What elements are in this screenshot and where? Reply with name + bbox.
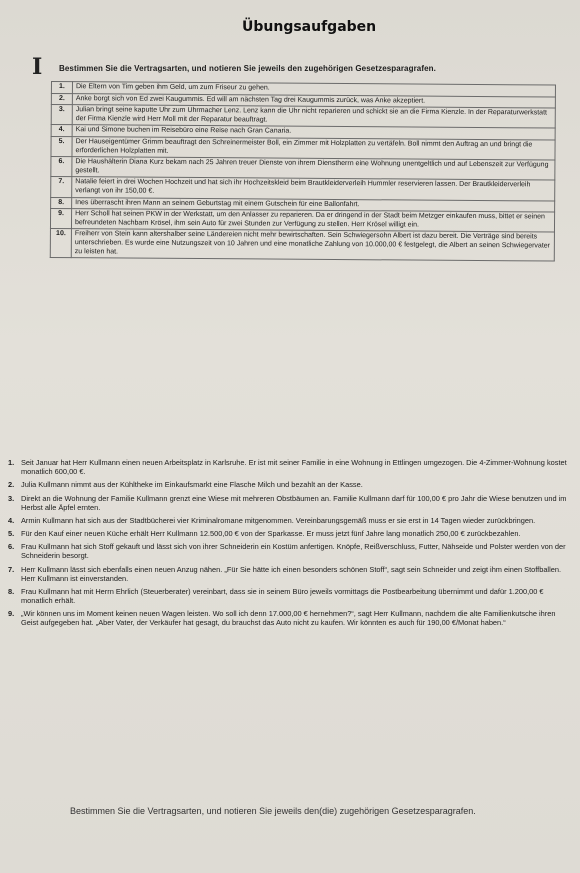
list-number: 4. xyxy=(8,515,15,525)
list-text: Direkt an die Wohnung der Familie Kullmann grenzt eine Wiese mit mehreren Obstbäumen an. Familie Kullmann darf für 100,00 € pro Jahr die Wiese benutzen und im Herbst alle Äpfel ernten. xyxy=(21,493,567,512)
task-text: Herr Scholl hat seinen PKW in der Werkstatt, um den Anlasser zu reparieren. Da er dringend in der Stadt beim Metzger einkaufen muss, bittet er seinen befreundeten Nachbarn Krösel, ihm sein Auto für zwei Stunden zur Verfügung zu stellen. Herr Krösel willigt ein. xyxy=(71,209,554,233)
list-item xyxy=(8,494,568,512)
task-number: 6. xyxy=(51,157,72,177)
list-item xyxy=(8,458,568,476)
list-text: Julia Kullmann nimmt aus der Kühltheke im Einkaufsmarkt eine Flasche Milch und bezahlt an der Kasse. xyxy=(21,480,363,490)
task-number: 9. xyxy=(50,209,71,229)
task-text: Die Haushälterin Diana Kurz bekam nach 25 Jahren treuer Dienste von ihrem Dienstherrn eine Wohnung unentgeltlich und auf Lebenszeit zur Verfügung gestellt. xyxy=(72,157,555,181)
task-number: 7. xyxy=(51,177,72,197)
section-mark: I xyxy=(32,54,43,80)
task-number: 5. xyxy=(51,136,72,156)
task-number: 8. xyxy=(51,197,72,209)
task-text: Freiherr von Stein kann altershalber seine Ländereien nicht mehr bewirtschaften. Sein Schwiegersohn Albert ist dazu bereit. Die Verträge sind bereits unterschrieben. Es wurde eine Nutzungszeit von 10 Jahren und eine monatliche Zahlung von 10.000,00 € festgelegt, die Albert an seinen Schwiegervater zu leisten hat. xyxy=(71,229,554,261)
task-text: Natalie feiert in drei Wochen Hochzeit und hat sich ihr Hochzeitskleid beim Brautkleiderverleih Hummler reservieren lassen. Der Brautkleiderverleih verlangt von ihr 150,00 €. xyxy=(72,177,555,201)
list-item xyxy=(8,587,568,605)
list-text: Armin Kullmann hat sich aus der Stadtbücherei vier Kriminalromane mitgenommen. Vereinbarungsgemäß muss er sie erst in 14 Tagen wieder zurückbringen. xyxy=(21,515,536,525)
list-number: 2. xyxy=(8,480,15,490)
list-item xyxy=(8,542,568,560)
task-text: Der Hauseigentümer Grimm beauftragt den Schreinermeister Boll, ein Zimmer mit Holzplatten zu vertäfeln. Boll nimmt den Auftrag an und bringt die erforderlichen Holzplatten mit. xyxy=(72,137,555,161)
list-text: Herr Kullmann lässt sich ebenfalls einen neuen Anzug nähen. „Für Sie hätte ich einen besonders schönen Stoff“, sagt sein Schneider und zeigt ihm einen Stoffballen. Herr Kullmann ist einverstanden. xyxy=(21,564,561,583)
task-text: Julian bringt seine kaputte Uhr zum Uhrmacher Lenz. Lenz kann die Uhr nicht reparieren und schickt sie an die Firma Kienzle. In der Reparaturwerkstatt der Firma Kienzle wird Herr Moll mit der Reparatur beauftragt. xyxy=(72,105,555,129)
task-intro: Bestimmen Sie die Vertragsarten, und notieren Sie jeweils den zugehörigen Gesetzesparagrafen. xyxy=(59,64,436,73)
list-item xyxy=(8,480,568,489)
task-number: 1. xyxy=(51,82,72,94)
list-item xyxy=(8,516,568,525)
task-number: 4. xyxy=(51,125,72,137)
list-number: 7. xyxy=(8,564,15,574)
list-text: Für den Kauf einer neuen Küche erhält Herr Kullmann 12.500,00 € von der Sparkasse. Er muss jetzt fünf Jahre lang monatlich 250,00 € zurückbezahlen. xyxy=(21,529,521,539)
list-item xyxy=(8,565,568,583)
list-text: „Wir können uns im Moment keinen neuen Wagen leisten. Wo soll ich denn 17.000,00 € hernehmen?“, sagt Herr Kullmann, nachdem die alte Familienkutsche ihren Geist aufgegeben hat. „Aber Vater, der Verkäufer hat gesagt, du brauchst das Auto nicht zu kaufen. Wir könnten es auch für 190,00 €/Monat haben.“ xyxy=(21,609,556,628)
task-text: Die Eltern von Tim geben ihm Geld, um zum Friseur zu gehen. xyxy=(72,82,555,97)
list-number: 3. xyxy=(8,493,15,503)
list-number: 5. xyxy=(8,529,15,539)
task-text: Anke borgt sich von Ed zwei Kaugummis. Ed will am nächsten Tag drei Kaugummis zurück, was Anke akzeptiert. xyxy=(72,93,555,108)
list-text: Frau Kullmann hat mit Herrn Ehrlich (Steuerberater) vereinbart, dass sie in seinem Büro jeweils vormittags die Postbearbeitung übernimmt und dafür 1.200,00 € monatlich erhält. xyxy=(21,587,544,606)
task-number: 3. xyxy=(51,105,72,125)
task-number: 2. xyxy=(51,93,72,105)
page-title: Übungsaufgaben xyxy=(242,19,377,35)
task-text: Ines überrascht ihren Mann an seinem Geburtstag mit einem Gutschein für eine Ballonfahrt. xyxy=(72,197,555,212)
list-number: 9. xyxy=(8,609,15,619)
task-text: Kai und Simone buchen im Reisebüro eine Reise nach Gran Canaria. xyxy=(72,125,555,140)
list-number: 1. xyxy=(8,458,15,467)
list-text: Frau Kullmann hat sich Stoff gekauft und lässt sich von ihrer Schneiderin ein Kostüm anfertigen. Knöpfe, Reißverschluss, Futter, Nähseide und Polster werden von der Schneiderin besorgt. xyxy=(21,542,566,561)
table-row xyxy=(50,229,554,261)
task-table xyxy=(50,81,556,262)
task-number: 10. xyxy=(50,229,71,258)
list-text: Seit Januar hat Herr Kullmann einen neuen Arbeitsplatz in Karlsruhe. Er ist mit seiner Familie in eine Wohnung in Ettlingen umgezogen. Die 4-Zimmer-Wohnung kostet monatlich 600,00 €. xyxy=(21,458,567,476)
list-item xyxy=(8,609,568,627)
list-number: 8. xyxy=(8,587,15,597)
footer-instruction: Bestimmen Sie die Vertragsarten, und notieren Sie jeweils den(die) zugehörigen Gesetzesparagrafen. xyxy=(70,806,476,816)
list-number: 6. xyxy=(8,542,15,552)
case-list xyxy=(8,458,568,632)
list-item xyxy=(8,529,568,538)
